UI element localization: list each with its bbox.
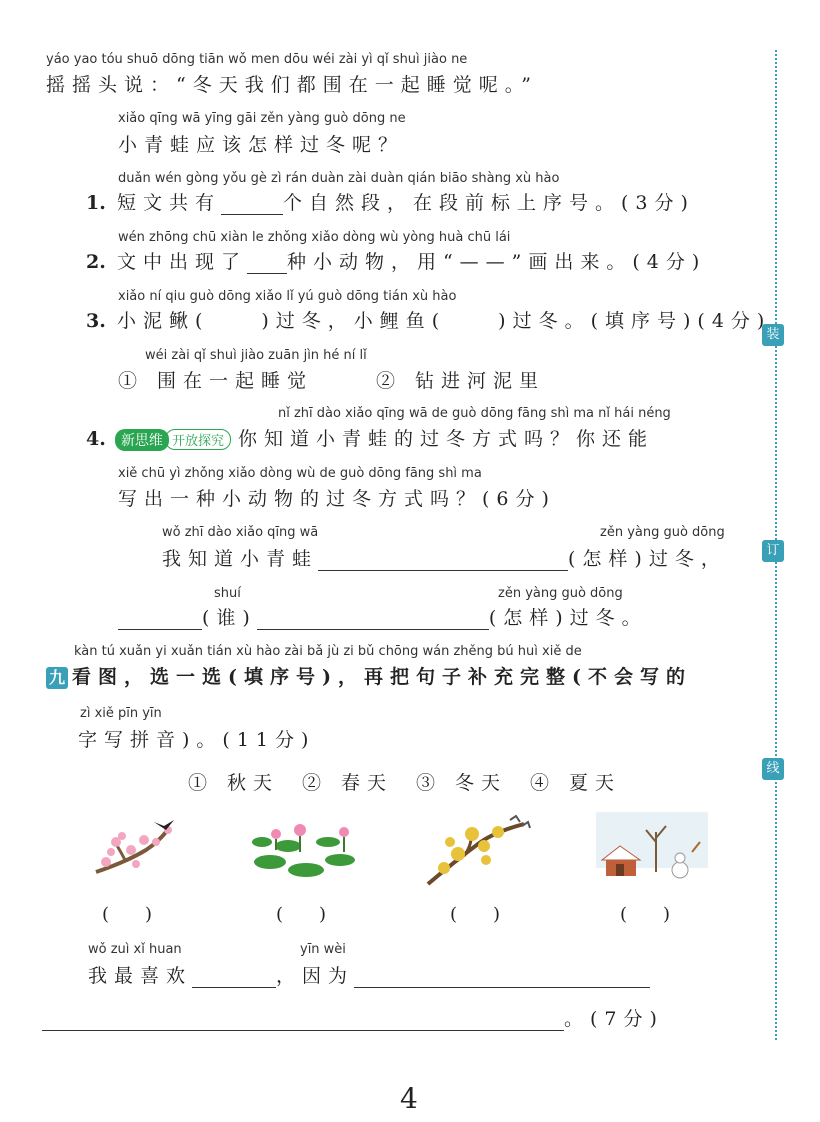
fav-reason-blank[interactable]	[354, 971, 650, 988]
q2-text-b: 种小动物，用“——”画出来。(4分)	[286, 251, 707, 273]
q4-line3-blank[interactable]	[318, 554, 568, 571]
q3-text: 小泥鳅( )过冬，小鲤鱼( )过冬。(填序号)(4分)	[116, 310, 772, 332]
q4-pinyin: nǐ zhī dào xiǎo qīng wā de guò dōng fāng shì ma nǐ hái néng	[278, 406, 671, 421]
section9-pinyin: kàn tú xuǎn yi xuǎn tián xù hào zài bǎ jù zi bǔ chōng wán zhěng bú huì xiě de	[74, 644, 582, 659]
q2-answer-blank[interactable]	[247, 257, 287, 274]
q1-number: 1.	[86, 192, 106, 214]
intro-line2-text: 小青蛙应该怎样过冬呢？	[118, 134, 405, 156]
autumn-picture	[424, 812, 536, 886]
q3-pinyin: xiǎo ní qiu guò dōng xiǎo lǐ yú guò dōng tián xù hào	[118, 289, 457, 304]
intro-line2-pinyin: xiǎo qīng wā yīng gāi zěn yàng guò dōng ne	[118, 111, 406, 126]
q3-option-1: ① 围在一起睡觉	[118, 370, 314, 392]
side-tab-xian: 线	[762, 758, 784, 780]
fav-text-a: 我最喜欢	[88, 965, 193, 987]
q4-line3	[162, 544, 727, 571]
q4-line2-pinyin: xiě chū yì zhǒng xiǎo dòng wù de guò dōng fāng shì ma	[118, 466, 482, 481]
q1-answer-blank[interactable]	[221, 198, 283, 215]
question-1	[86, 188, 695, 215]
q1-text-b: 个自然段，在段前标上序号。(3分)	[282, 192, 695, 214]
season-option-1: ① 秋天	[188, 772, 280, 794]
q4-number: 4.	[86, 428, 106, 450]
fav-reason-blank-2[interactable]	[42, 1014, 564, 1031]
summer-picture	[248, 812, 360, 886]
q4-line4-pinyin-b: zěn yàng guò dōng	[498, 586, 623, 601]
section9-line2-text: 字写拼音)。(11分)	[78, 729, 316, 751]
q4-line3-text-b: (怎样)过冬，	[568, 548, 727, 570]
q4-text: 你知道小青蛙的过冬方式吗？你还能	[238, 428, 655, 450]
q1-text-a: 短文共有	[116, 192, 221, 214]
section9-heading	[46, 662, 692, 689]
answer-paren-1[interactable]: ( )	[102, 904, 153, 925]
answer-paren-2[interactable]: ( )	[276, 904, 327, 925]
q4-line4	[118, 603, 648, 630]
q2-text-a: 文中出现了	[116, 251, 247, 273]
season-option-2: ② 春天	[302, 772, 394, 794]
q3-number: 3.	[86, 310, 106, 332]
question-3	[86, 306, 771, 333]
q1-pinyin: duǎn wén gòng yǒu gè zì rán duàn zài duàn qián biāo shàng xù hào	[118, 171, 560, 186]
fav-pinyin-a: wǒ zuì xǐ huan	[88, 942, 182, 957]
section9-line2-pinyin: zì xiě pīn yīn	[80, 706, 162, 721]
fav-sentence	[88, 961, 650, 988]
fav-text-b: ，因为	[276, 965, 355, 987]
new-thinking-badge: 新思维	[115, 429, 169, 451]
q2-number: 2.	[86, 251, 106, 273]
q2-pinyin: wén zhōng chū xiàn le zhǒng xiǎo dòng wù yòng huà chū lái	[118, 230, 511, 245]
season-option-3: ③ 冬天	[416, 772, 508, 794]
intro-line1-pinyin: yáo yao tóu shuō dōng tiān wǒ men dōu wéi zài yì qǐ shuì jiào ne	[46, 52, 468, 67]
q4-line3-pinyin-a: wǒ zhī dào xiǎo qīng wā	[162, 525, 319, 540]
q3-options-pinyin: wéi zài qǐ shuì jiào zuān jìn hé ní lǐ	[145, 348, 367, 363]
q4-line4-text-a: (谁)	[202, 607, 257, 629]
spring-picture	[86, 812, 198, 886]
open-inquiry-badge: 开放探究	[165, 429, 231, 450]
section9-label: 九	[46, 667, 68, 689]
fav-season-blank[interactable]	[192, 971, 276, 988]
q4-line4-blank-how[interactable]	[257, 613, 489, 630]
page-number: 4	[400, 1082, 418, 1115]
fav-sentence-line2	[42, 1004, 664, 1031]
intro-line1-text: 摇摇头说：“冬天我们都围在一起睡觉呢。”	[46, 74, 538, 96]
q3-option-2: ② 钻进河泥里	[376, 370, 546, 392]
answer-paren-3[interactable]: ( )	[450, 904, 501, 925]
section9-text: 看图，选一选(填序号)，再把句子补充完整(不会写的	[72, 666, 692, 688]
q4-line2-text: 写出一种小动物的过冬方式吗？(6分)	[118, 488, 556, 510]
winter-picture	[596, 812, 708, 886]
question-2	[86, 247, 706, 274]
q4-line4-text-b: (怎样)过冬。	[488, 607, 648, 629]
fav-pinyin-b: yīn wèi	[300, 942, 346, 957]
side-tab-zhuang: 装	[762, 324, 784, 346]
side-tab-ding: 订	[762, 540, 784, 562]
season-option-4: ④ 夏天	[530, 772, 622, 794]
fav-end-text: 。(7分)	[564, 1008, 664, 1030]
q4-line3-text-a: 我知道小青蛙	[162, 548, 319, 570]
q4-line3-pinyin-b: zěn yàng guò dōng	[600, 525, 725, 540]
q4-line4-blank-who[interactable]	[118, 613, 202, 630]
question-4	[86, 424, 654, 451]
answer-paren-4[interactable]: ( )	[620, 904, 671, 925]
q4-line4-pinyin-a: shuí	[214, 586, 241, 601]
